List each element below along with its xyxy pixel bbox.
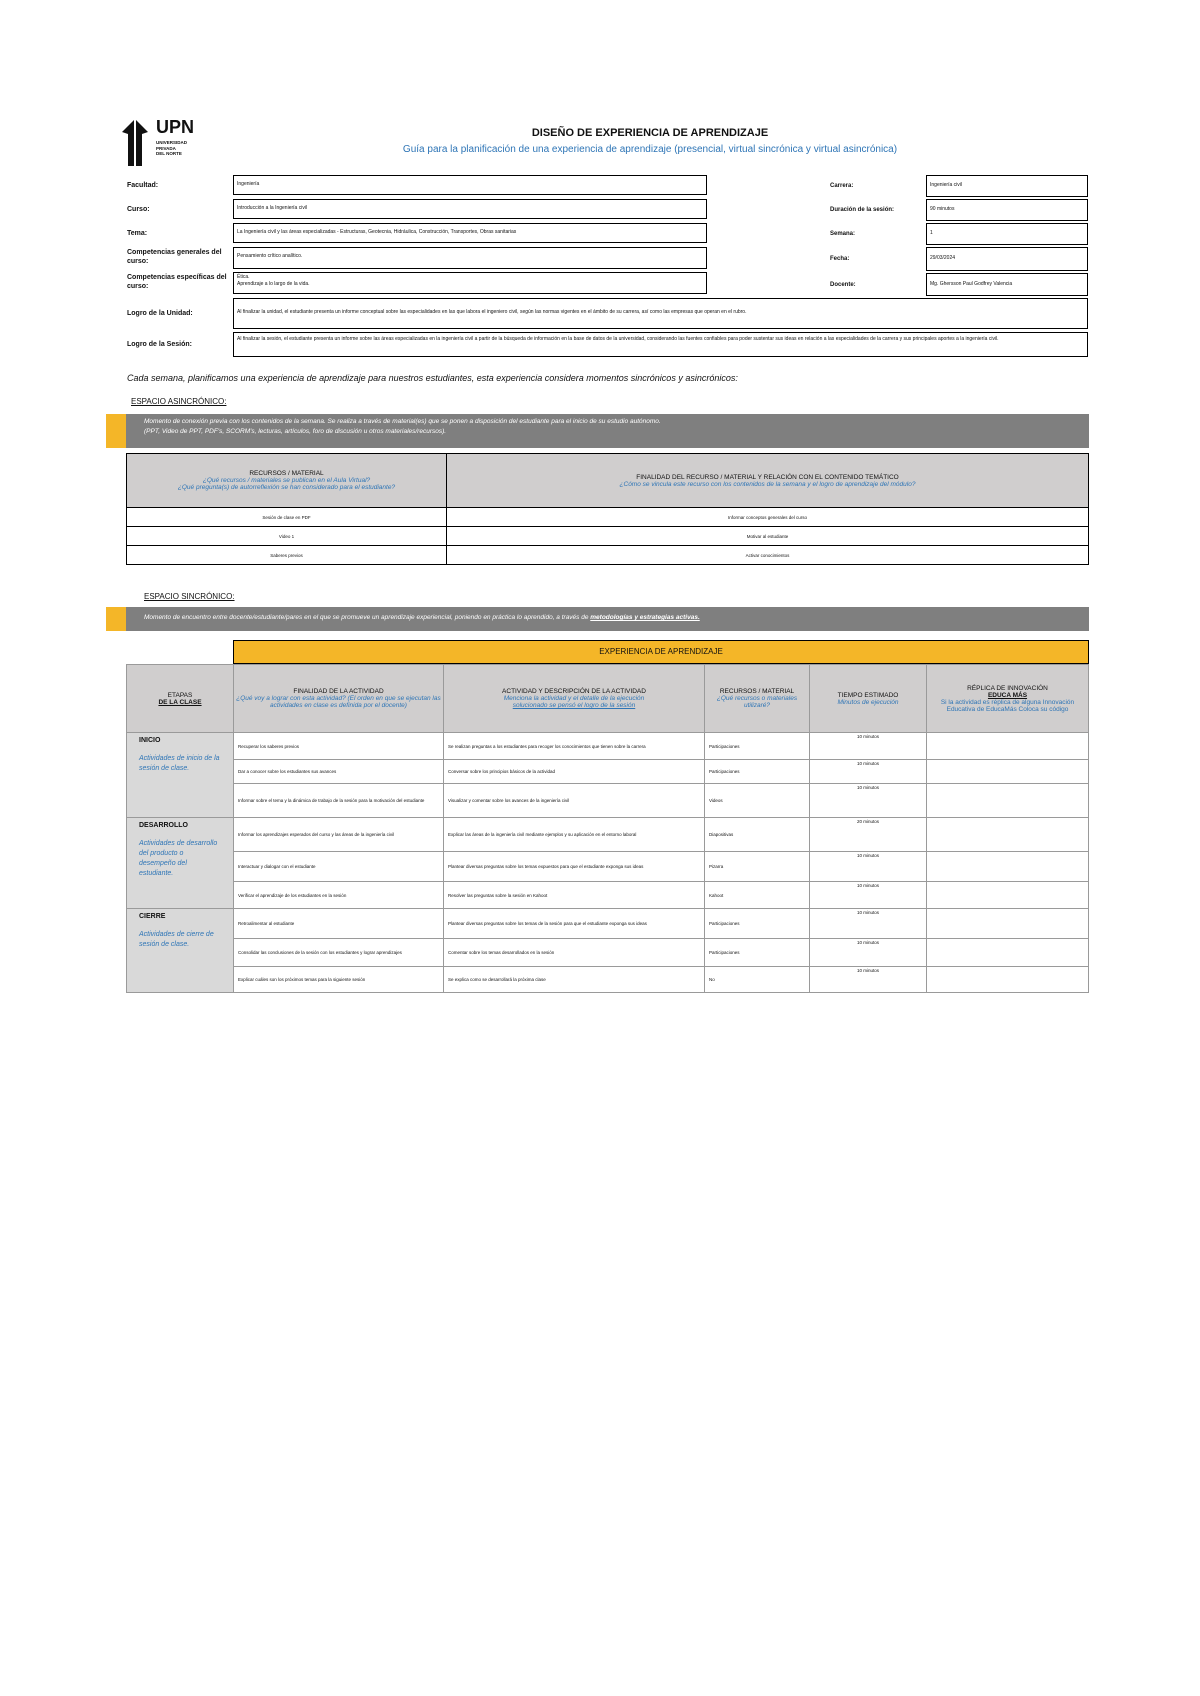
stage-desc: Actividades de inicio de la sesión de clase. xyxy=(139,755,220,772)
finalidad-cell[interactable]: Dar a conocer sobre los estudiantes sus avances xyxy=(234,760,444,784)
asincronico-col1-q1: ¿Qué recursos / materiales se publican en el Aula Virtual? xyxy=(202,477,371,484)
finalidad-cell[interactable]: Motivar al estudiante xyxy=(447,527,1089,546)
replica-cell[interactable] xyxy=(927,784,1089,818)
replica-cell[interactable] xyxy=(927,818,1089,852)
finalidad-cell[interactable]: Informar conceptos generales del curso xyxy=(447,508,1089,527)
asincronico-band xyxy=(126,414,1089,448)
logro-unidad-field[interactable]: Al finalizar la unidad, el estudiante presenta un informe conceptual sobre las especialidades en las que labora el ingeniero civil, según las normas vigentes en el ámbito de su carrera, así como las empresas que operan en el rubro. xyxy=(233,298,1088,329)
finalidad-cell[interactable]: Retroalimentar al estudiante xyxy=(234,909,444,939)
tiempo-cell[interactable]: 10 minutos xyxy=(810,967,927,993)
actividad-cell[interactable]: Se explica como se desarrollará la próxima clase xyxy=(444,967,705,993)
tiempo-cell[interactable]: 20 minutos xyxy=(810,818,927,852)
docente-label: Docente: xyxy=(830,282,856,288)
sincronico-table xyxy=(126,664,1089,993)
recursos-cell[interactable]: Participaciones xyxy=(705,939,810,967)
actividad-q2: solucionado se pensó el logro de la sesión xyxy=(512,702,636,709)
sincronico-accent xyxy=(106,607,126,631)
sincronico-band-text: Momento de encuentro entre docente/estudiante/pares en el que se promueve un aprendizaje experiencial, poniendo en práctica lo aprendido, a través de xyxy=(144,614,591,621)
stage-desarrollo xyxy=(127,818,234,909)
asincronico-band-line2: (PPT, Video de PPT, PDF's, SCORM's, lecturas, artículos, foro de discusión u otros materiales/recursos). xyxy=(144,428,447,435)
recurso-cell[interactable]: Sesión de clase en PDF xyxy=(127,508,447,527)
asincronico-col2-header xyxy=(447,454,1089,508)
finalidad-cell[interactable]: Verificar el aprendizaje de los estudiantes en la sesión xyxy=(234,882,444,909)
semana-label: Semana: xyxy=(830,231,856,237)
actividad-header xyxy=(444,665,705,733)
duracion-label: Duración de la sesión: xyxy=(830,207,895,213)
finalidad-cell[interactable]: Consolidar las conclusiones de la sesión con los estudiantes y lograr aprendizajes xyxy=(234,939,444,967)
tiempo-title: TIEMPO ESTIMADO xyxy=(837,691,899,699)
fecha-label: Fecha: xyxy=(830,256,850,262)
asincronico-col1-title: RECURSOS / MATERIAL xyxy=(249,470,324,477)
experiencia-header: EXPERIENCIA DE APRENDIZAJE xyxy=(233,640,1089,664)
curso-field[interactable]: Introducción a la Ingeniería civil xyxy=(233,199,707,219)
etapas-title: ETAPAS xyxy=(167,691,193,699)
replica-cell[interactable] xyxy=(927,760,1089,784)
asincronico-accent xyxy=(106,414,126,448)
recursos-title: RECURSOS / MATERIAL xyxy=(719,688,795,695)
duracion-field[interactable]: 90 minutos xyxy=(926,199,1088,221)
tiempo-cell[interactable]: 10 minutos xyxy=(810,733,927,760)
finalidad-cell[interactable]: Informar sobre el tema y la dinámica de trabajo de la sesión para la motivación del estudiante xyxy=(234,784,444,818)
finalidad-cell[interactable]: Explicar cuáles son los próximos temas para la siguiente sesión xyxy=(234,967,444,993)
asincronico-band-line1: Momento de conexión previa con los contenidos de la semana. Se realiza a través de material(es) que se ponen a disposición del estudiante para el inicio de su estudio autónomo. xyxy=(144,418,661,425)
sincronico-title: ESPACIO SINCRÓNICO: xyxy=(144,592,235,601)
actividad-q1: Menciona la actividad y el detalle de la ejecución xyxy=(503,695,645,702)
asincronico-col1-q2: ¿Qué pregunta(s) de autorreflexión se han considerado para el estudiante? xyxy=(177,484,396,491)
finalidad-q: ¿Qué voy a lograr con esta actividad? (El orden en que se ejecutan las actividades en clase es definida por el docente) xyxy=(236,695,441,709)
tiempo-cell[interactable]: 10 minutos xyxy=(810,852,927,882)
stage-name: INICIO xyxy=(139,737,161,744)
recursos-cell[interactable]: No xyxy=(705,967,810,993)
replica-sub: EDUCA MÁS xyxy=(987,691,1028,699)
comp-esp-value-2: Aprendizaje a lo largo de la vida. xyxy=(237,281,310,287)
page-subtitle: Guía para la planificación de una experiencia de aprendizaje (presencial, virtual sincrónica y virtual asincrónica) xyxy=(402,144,898,155)
etapas-header xyxy=(127,665,234,733)
tiempo-q: Minutos de ejecución xyxy=(837,698,899,706)
actividad-cell[interactable]: Se realizan preguntas a los estudiantes para recoger los conocimientos que tienen sobre la carrera xyxy=(444,733,705,760)
recurso-cell[interactable]: Saberes previos xyxy=(127,546,447,565)
sincronico-band-link[interactable]: metodologías y estrategias activas. xyxy=(590,614,700,621)
stage-desc: Actividades de cierre de sesión de clase. xyxy=(139,931,214,948)
comp-esp-value-1: Ética. xyxy=(237,274,250,280)
stage-cierre xyxy=(127,909,234,993)
logro-sesion-label: Logro de la Sesión: xyxy=(127,341,192,348)
page-title: DISEÑO DE EXPERIENCIA DE APRENDIZAJE xyxy=(531,127,769,139)
finalidad-cell[interactable]: Informar los aprendizajes esperados del curso y las áreas de la ingeniería civil xyxy=(234,818,444,852)
upn-arrow-icon xyxy=(120,118,156,168)
replica-q: Si la actividad es réplica de alguna Innovación Educativa de EducaMás Coloca su código xyxy=(940,698,1075,713)
facultad-field[interactable]: Ingeniería xyxy=(233,175,707,195)
logro-sesion-field[interactable]: Al finalizar la sesión, el estudiante presenta un informe sobre las áreas especializadas en la ingeniería civil a partir de la búsqueda de información en la base de datos de la universidad, considerando las fuentes confiables para poder sustentar sus ideas en relación a las especialidades de la carrera y sus principales aportes a la ingeniería civil. xyxy=(233,332,1088,357)
finalidad-header xyxy=(234,665,444,733)
actividad-cell[interactable]: Explicar las áreas de la ingeniería civil mediante ejemplos y su aplicación en el entorno laboral xyxy=(444,818,705,852)
finalidad-cell[interactable]: Activar conocimientos xyxy=(447,546,1089,565)
stage-desc: Actividades de desarrollo del producto o desempeño del estudiante. xyxy=(139,840,218,877)
recursos-header xyxy=(705,665,810,733)
actividad-cell[interactable]: Plantear diversas preguntas sobre los temas de la sesión para que el estudiante exponga sus ideas xyxy=(444,909,705,939)
recursos-cell[interactable]: Participaciones xyxy=(705,760,810,784)
actividad-cell[interactable]: Resolver las preguntas sobre la sesión en Kahoot xyxy=(444,882,705,909)
stage-name: DESARROLLO xyxy=(139,822,188,829)
sincronico-band xyxy=(126,607,1089,631)
tema-label: Tema: xyxy=(127,230,148,237)
comp-esp-field[interactable] xyxy=(233,272,707,294)
actividad-cell[interactable]: Visualizar y comentar sobre los avances de la ingeniería civil xyxy=(444,784,705,818)
recursos-cell[interactable]: Participaciones xyxy=(705,733,810,760)
replica-cell[interactable] xyxy=(927,909,1089,939)
tiempo-header xyxy=(810,665,927,733)
intro-text: Cada semana, planificamos una experiencia de aprendizaje para nuestros estudiantes, esta experiencia considera momentos sincrónicos y asincrónicos: xyxy=(127,373,738,383)
stage-name: CIERRE xyxy=(139,913,166,920)
actividad-cell[interactable]: Comentar sobre los temas desarrollados en la sesión xyxy=(444,939,705,967)
actividad-cell[interactable]: Plantear diversas preguntas sobre los temas expuestos para que el estudiante exponga sus ideas xyxy=(444,852,705,882)
tema-field[interactable]: La Ingeniería civil y las áreas especializadas - Estructuras, Geotecnia, Hidráulica, Construcción, Transportes, Obras sanitarias xyxy=(233,223,707,243)
recursos-cell[interactable]: Kahoot xyxy=(705,882,810,909)
replica-cell[interactable] xyxy=(927,939,1089,967)
finalidad-cell[interactable]: Interactuar y dialogar con el estudiante xyxy=(234,852,444,882)
carrera-field[interactable]: Ingeniería civil xyxy=(926,175,1088,197)
comp-gen-label: Competencias generales del curso: xyxy=(127,249,222,265)
replica-cell[interactable] xyxy=(927,882,1089,909)
stage-inicio xyxy=(127,733,234,818)
tiempo-cell[interactable]: 10 minutos xyxy=(810,760,927,784)
replica-cell[interactable] xyxy=(927,967,1089,993)
comp-gen-field[interactable]: Pensamiento crítico analítico. xyxy=(233,247,707,269)
asincronico-table xyxy=(126,453,1089,565)
tiempo-cell[interactable]: 10 minutos xyxy=(810,939,927,967)
tiempo-cell[interactable]: 10 minutos xyxy=(810,784,927,818)
logo-brand: UPN xyxy=(156,117,195,137)
tiempo-cell[interactable]: 10 minutos xyxy=(810,909,927,939)
carrera-label: Carrera: xyxy=(830,183,854,189)
recursos-cell[interactable]: Videos xyxy=(705,784,810,818)
etapas-sub: DE LA CLASE xyxy=(158,698,202,706)
facultad-label: Facultad: xyxy=(127,182,159,189)
actividad-cell[interactable]: Conversar sobre los principios básicos de la actividad xyxy=(444,760,705,784)
asincronico-col1-header xyxy=(127,454,447,508)
finalidad-title: FINALIDAD DE LA ACTIVIDAD xyxy=(293,688,384,695)
recursos-q: ¿Qué recursos o materiales utilizaré? xyxy=(716,695,798,709)
asincronico-col2-title: FINALIDAD DEL RECURSO / MATERIAL Y RELACIÓN CON EL CONTENIDO TEMÁTICO xyxy=(636,473,899,481)
asincronico-title: ESPACIO ASINCRÓNICO: xyxy=(131,397,227,406)
comp-esp-label: Competencias específicas del curso: xyxy=(127,274,227,290)
recursos-cell[interactable]: Participaciones xyxy=(705,909,810,939)
fecha-field[interactable]: 29/03/2024 xyxy=(926,247,1088,271)
replica-header xyxy=(927,665,1089,733)
replica-cell[interactable] xyxy=(927,852,1089,882)
upn-logo xyxy=(120,118,210,168)
actividad-title: ACTIVIDAD Y DESCRIPCIÓN DE LA ACTIVIDAD xyxy=(502,688,646,695)
semana-field[interactable]: 1 xyxy=(926,223,1088,245)
replica-cell[interactable] xyxy=(927,733,1089,760)
recursos-cell[interactable]: Diapositivas xyxy=(705,818,810,852)
recurso-cell[interactable]: Video 1 xyxy=(127,527,447,546)
logro-unidad-label: Logro de la Unidad: xyxy=(127,310,193,317)
docente-field[interactable]: Mg. Ghersson Paul Godfrey Valencia xyxy=(926,273,1088,296)
replica-title: RÉPLICA DE INNOVACIÓN xyxy=(967,684,1048,692)
tiempo-cell[interactable]: 10 minutos xyxy=(810,882,927,909)
asincronico-col2-q: ¿Cómo se vincula este recurso con los contenidos de la semana y el logro de aprendizaje del módulo? xyxy=(619,480,916,488)
curso-label: Curso: xyxy=(127,206,150,213)
logo-subtext: UNIVERSIDAD PRIVADA DEL NORTE xyxy=(156,140,188,156)
recursos-cell[interactable]: Pizarra xyxy=(705,852,810,882)
finalidad-cell[interactable]: Recuperar los saberes previos xyxy=(234,733,444,760)
